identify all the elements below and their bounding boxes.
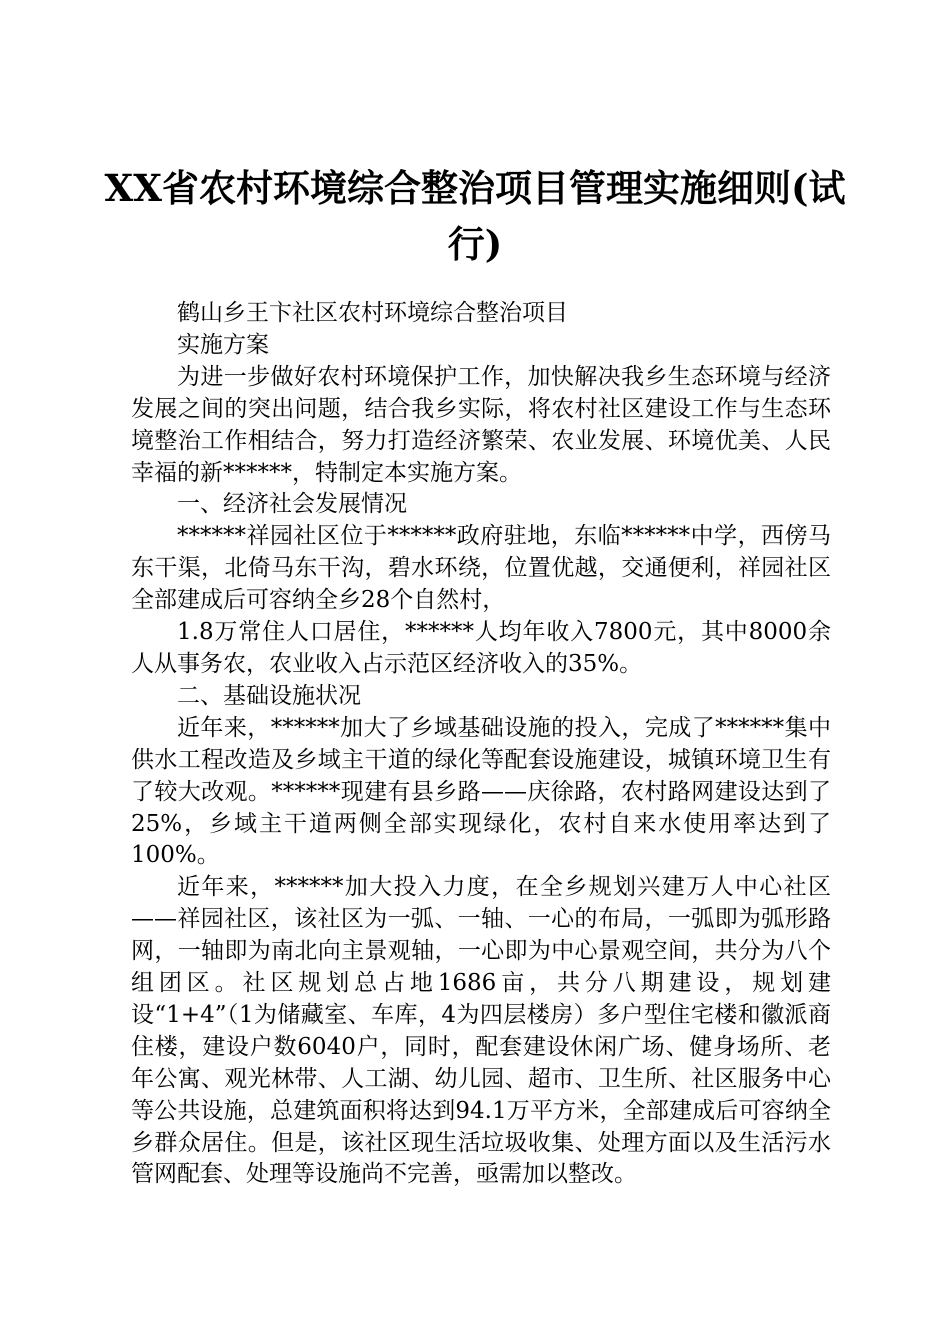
- paragraph-population: 1.8万常住人口居住，******人均年收入7800元，其中8000余人从事务农，农业收入占示范区经济收入的35%。: [131, 619, 831, 677]
- document-body: [131, 298, 831, 1191]
- paragraph-intro: 为进一步做好农村环境保护工作，加快解决我乡生态环境与经济发展之间的突出问题，结合我乡实际，将农村社区建设工作与生态环境整治工作相结合，努力打造经济繁荣、农业发展、环境优美、人民幸福的新******，特制定本实施方案。: [131, 363, 831, 486]
- paragraph-community-plan: 近年来，******加大投入力度，在全乡规划兴建万人中心社区——祥园社区，该社区为一弧、一轴、一心的布局，一弧即为弧形路网，一轴即为南北向主景观轴，一心即为中心景观空间，共分为八个组团区。社区规划总占地1686亩，共分八期建设，规划建设“1+4”（1为储藏室、车库，4为四层楼房）多户型住宅楼和徽派商住楼，建设户数6040户，同时，配套建设休闲广场、健身场所、老年公寓、观光林带、人工湖、幼儿园、超市、卫生所、社区服务中心等公共设施，总建筑面积将达到94.1万平方米，全部建成后可容纳全乡群众居住。但是，该社区现生活垃圾收集、处理方面以及生活污水管网配套、处理等设施尚不完善，亟需加以整改。: [131, 874, 831, 1188]
- paragraph-location: ******祥园社区位于******政府驻地，东临******中学，西傍马东干渠，北倚马东干沟，碧水环绕，位置优越，交通便利，祥园社区全部建成后可容纳全乡28个自然村，: [131, 523, 831, 614]
- paragraph-infrastructure: 近年来，******加大了乡域基础设施的投入，完成了******集中供水工程改造及乡域主干道的绿化等配套设施建设，城镇环境卫生有了较大改观。******现建有县乡路——庆徐路，农村路网建设达到了25%，乡域主干道两侧全部实现绿化，农村自来水使用率达到了100%。: [131, 714, 831, 869]
- paragraph-subtitle-line2: 实施方案: [177, 331, 269, 358]
- paragraph-subtitle-line1: 鹤山乡王卞社区农村环境综合整治项目: [177, 300, 568, 326]
- section-heading-economy: 一、经济社会发展情况: [177, 491, 407, 518]
- section-heading-infrastructure: 二、基础设施状况: [177, 682, 361, 709]
- document-title: XX省农村环境综合整治项目管理实施细则(试行): [104, 166, 846, 266]
